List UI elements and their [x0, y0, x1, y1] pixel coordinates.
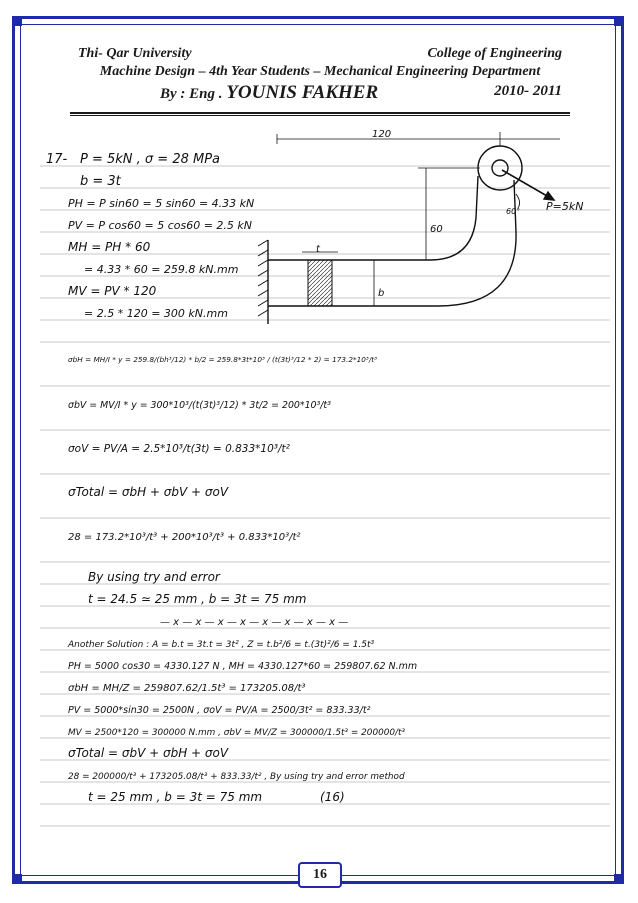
- border-corner: [614, 874, 624, 884]
- dim-top-label: 120: [372, 129, 392, 140]
- sigma-bv-eq: σbV = MV/I * y = 300*10³/(t(3t)³/12) * 3t/2 = 200*10³/t³: [68, 400, 331, 411]
- handwritten-solution: [40, 128, 610, 844]
- college-name: College of Engineering: [427, 46, 562, 61]
- another-solution: Another Solution : A = b.t = 3t.t = 3t² , Z = t.b²/6 = t.(3t)²/6 = 1.5t³: [68, 640, 375, 650]
- total-alt-eq: 28 = 200000/t³ + 173205.08/t³ + 833.33/t² , By using try and error method: [68, 772, 405, 782]
- header-rule-thin: [70, 115, 570, 116]
- border-corner: [12, 16, 22, 26]
- border-corner: [12, 874, 22, 884]
- separator: — x — x — x — x — x — x — x — x —: [160, 617, 349, 628]
- pv-calc: PV = P cos60 = 5 cos60 = 2.5 kN: [68, 219, 253, 232]
- sigma-total-alt: σTotal = σbV + σbH + σoV: [68, 746, 229, 760]
- pv-sigma-ov-alt: PV = 5000*sin30 = 2500N , σoV = PV/A = 2500/3t² = 833.33/t²: [68, 705, 371, 716]
- sigma-ov-eq: σoV = PV/A = 2.5*10³/t(3t) = 0.833*10³/t²: [68, 443, 290, 455]
- ph-calc: PH = P sin60 = 5 sin60 = 4.33 kN: [68, 197, 255, 210]
- mh-def: MH = PH * 60: [68, 240, 151, 254]
- sigma-total-eq: σTotal = σbH + σbV + σoV: [68, 485, 229, 499]
- page-number: 16: [298, 862, 342, 888]
- given-values: P = 5kN , σ = 28 MPa: [80, 152, 221, 167]
- mv-sigma-bv-alt: MV = 2500*120 = 300000 N.mm , σbV = MV/Z = 300000/1.5t³ = 200000/t³: [68, 728, 406, 738]
- academic-year: 2010- 2011: [494, 83, 562, 99]
- problem-number: 17-: [46, 152, 68, 167]
- total-stress-eq: 28 = 173.2*10³/t³ + 200*10³/t³ + 0.833*10³/t²: [68, 532, 301, 543]
- result-2: t = 25 mm , b = 3t = 75 mm: [88, 790, 263, 804]
- mh-calc: = 4.33 * 60 = 259.8 kN.mm: [84, 263, 239, 276]
- thickness-label: t: [316, 244, 320, 255]
- sigma-bh-alt: σbH = MH/Z = 259807.62/1.5t³ = 173205.08/t³: [68, 683, 306, 694]
- mv-def: MV = PV * 120: [68, 284, 157, 298]
- beam-diagram: [258, 132, 560, 324]
- sigma-bh-eq: σbH = MH/I * y = 259.8/(bh³/12) * b/2 = 259.8*3t*10³ / (t(3t)³/12 * 2) = 173.2*10³/t³: [68, 355, 378, 364]
- given-b: b = 3t: [80, 174, 121, 189]
- try-error-note: By using try and error: [88, 570, 220, 584]
- angle-label: 60°: [506, 207, 521, 216]
- border-corner: [614, 16, 624, 26]
- course-line: Machine Design – 4th Year Students – Mechanical Engineering Department: [99, 64, 541, 79]
- height-label: b: [378, 288, 385, 299]
- result-1: t = 24.5 ≃ 25 mm , b = 3t = 75 mm: [88, 592, 307, 606]
- header-rule: [70, 112, 570, 114]
- author-prefix: By : Eng .: [160, 86, 223, 102]
- dim-vertical-label: 60: [430, 224, 443, 235]
- solution-text: [46, 152, 417, 804]
- author-name: YOUNIS FAKHER: [226, 82, 379, 103]
- document-header: [70, 46, 570, 104]
- force-label: P=5kN: [546, 200, 584, 213]
- mv-calc: = 2.5 * 120 = 300 kN.mm: [84, 307, 228, 320]
- author-line: [160, 82, 378, 104]
- note-ref: (16): [320, 790, 345, 804]
- university-name: Thi- Qar University: [78, 46, 192, 61]
- ph-mh-calc: PH = 5000 cos30 = 4330.127 N , MH = 4330.127*60 = 259807.62 N.mm: [68, 661, 418, 672]
